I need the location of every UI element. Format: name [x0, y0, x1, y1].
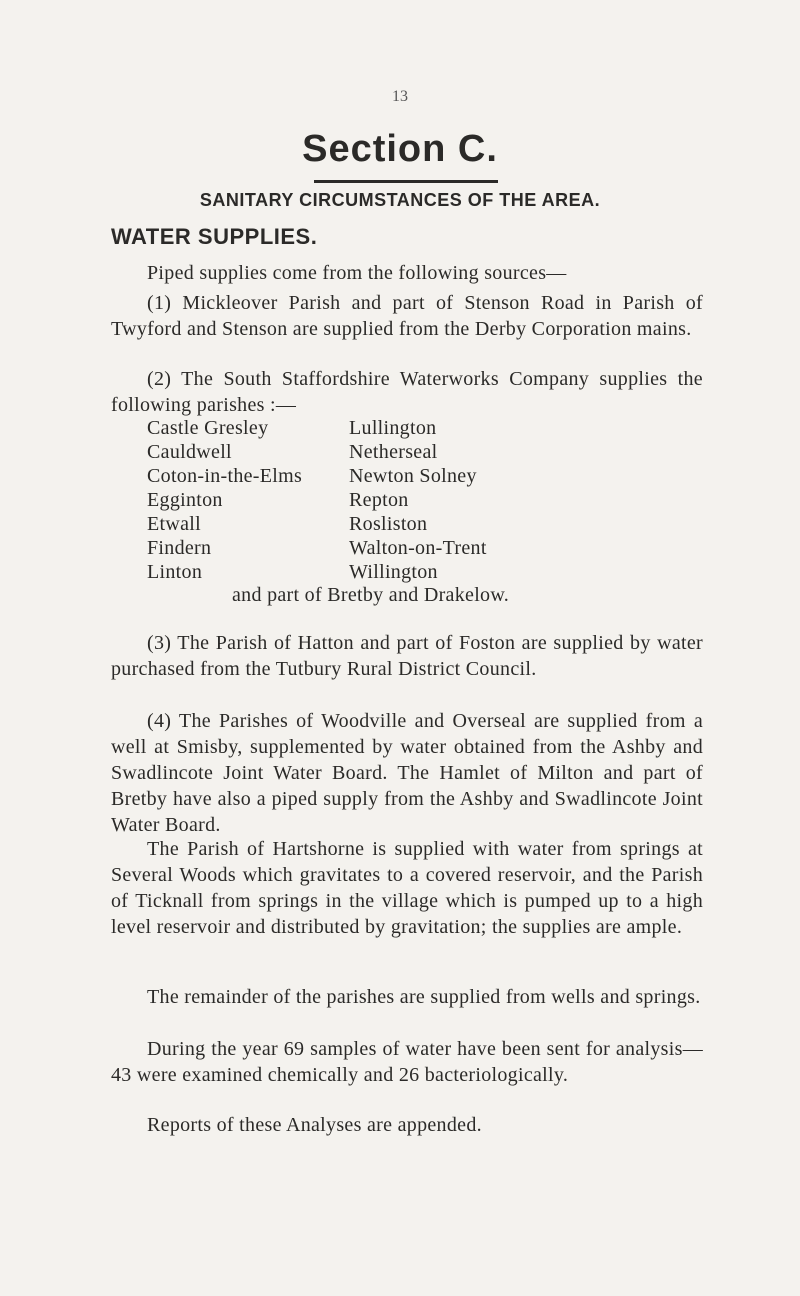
- paragraph-6: The remainder of the parishes are supplied from wells and springs.: [147, 986, 701, 1008]
- parish-item: Rosliston: [349, 513, 428, 535]
- parish-item: Cauldwell: [147, 441, 232, 463]
- section-heading: WATER SUPPLIES.: [111, 224, 318, 249]
- parish-item: Findern: [147, 537, 212, 559]
- parish-item: Newton Solney: [349, 465, 477, 487]
- parish-item: Etwall: [147, 513, 202, 535]
- paragraph-5: The Parish of Hartshorne is supplied with water from springs at Several Woods which gravitates to a covered reservoir, and the Parish of Ticknall from springs in the village which is pumped up to a high level reservoir and distributed by gravitation; the supplies are ample.: [111, 838, 703, 938]
- parish-item: Egginton: [147, 489, 223, 511]
- section-title: Section C.: [302, 128, 498, 170]
- parish-item: Netherseal: [349, 441, 438, 463]
- title-underline: [314, 180, 498, 183]
- parish-item: Willington: [349, 561, 438, 583]
- parish-item: Repton: [349, 489, 409, 511]
- parish-item: Castle Gresley: [147, 417, 269, 439]
- parish-item: Lullington: [349, 417, 437, 439]
- parish-item: Coton-in-the-Elms: [147, 465, 303, 487]
- paragraph-3: (3) The Parish of Hatton and part of Foston are supplied by water purchased from the Tutbury Rural District Council.: [111, 632, 703, 680]
- paragraph-7: During the year 69 samples of water have been sent for analysis—43 were examined chemically and 26 bacteriologically.: [111, 1038, 703, 1086]
- parish-column-right: [349, 416, 487, 584]
- paragraph-2: (2) The South Staffordshire Waterworks Company supplies the following parishes :—: [111, 368, 703, 416]
- parish-item: Linton: [147, 561, 203, 583]
- page-number: 13: [392, 88, 408, 105]
- intro-paragraph: Piped supplies come from the following sources—: [147, 262, 567, 284]
- bretby-line: and part of Bretby and Drakelow.: [232, 584, 510, 606]
- paragraph-4: (4) The Parishes of Woodville and Overseal are supplied from a well at Smisby, supplemented by water obtained from the Ashby and Swadlincote Joint Water Board. The Hamlet of Milton and part of Bretby have also a piped supply from the Ashby and Swadlincote Joint Water Board.: [111, 710, 703, 836]
- parish-item: Walton-on-Trent: [349, 537, 487, 559]
- paragraph-1: (1) Mickleover Parish and part of Stenson Road in Parish of Twyford and Stenson are supplied from the Derby Corporation mains.: [111, 292, 703, 340]
- closing-line: Reports of these Analyses are appended.: [147, 1114, 482, 1136]
- subtitle: SANITARY CIRCUMSTANCES OF THE AREA.: [199, 190, 601, 210]
- parish-column-left: [147, 416, 302, 584]
